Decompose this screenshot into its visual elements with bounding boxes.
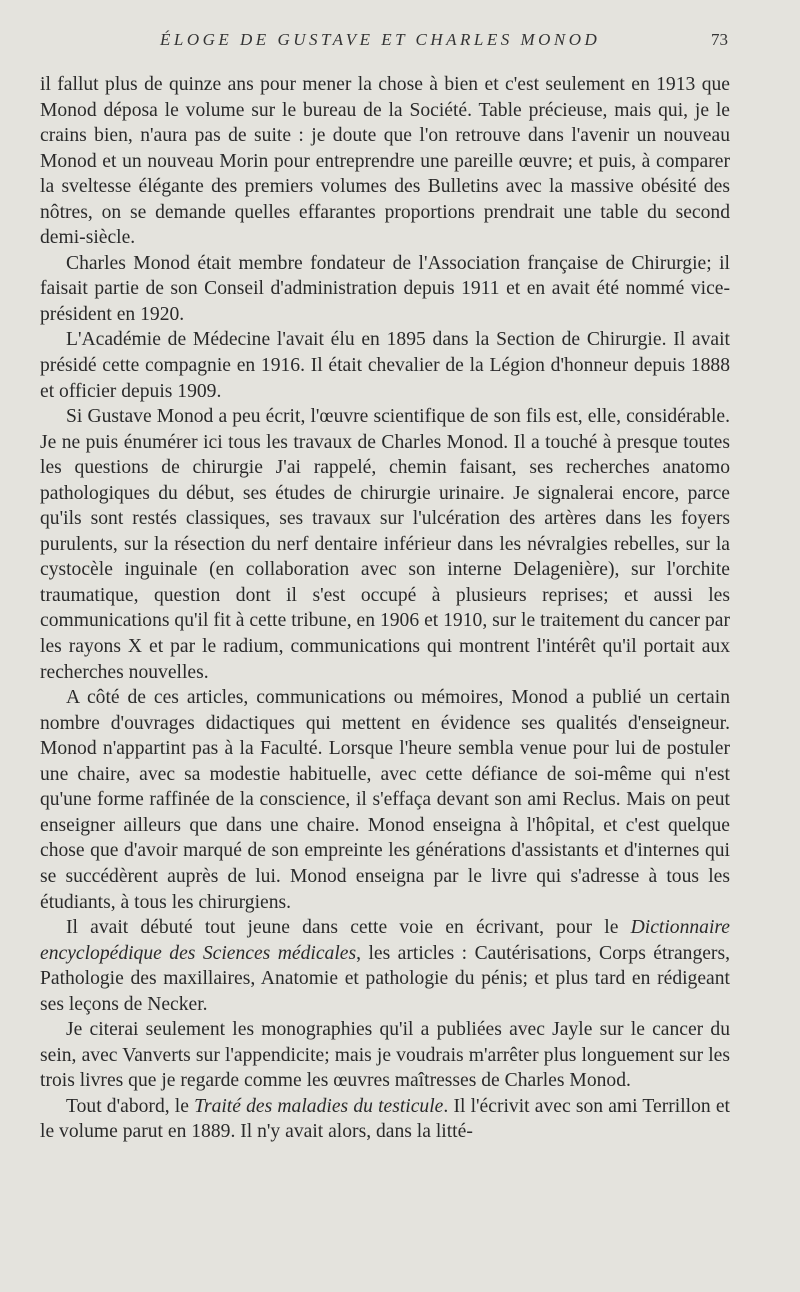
paragraph-3: L'Académie de Médecine l'avait élu en 1895 dans la Section de Chirurgie. Il avait présidé cette compagnie en 1916. Il était chevalier de la Légion d'honneur depuis 1888 et officier depuis 1909. [40,329,730,402]
paragraph-6-text-b: , les articles : Cautérisations, Corps étrangers, Pathologie des maxillaires, Anatomie et pathologie du pénis; et plus tard en rédigeant ses leçons de Necker. [40,942,730,1015]
paragraph-8-text-a: Tout d'abord, le [66,1095,195,1117]
paragraph-2: Charles Monod était membre fondateur de l'Association française de Chirurgie; il faisait partie de son Conseil d'administration depuis 1911 et en avait été nommé vice-président en 1920. [40,252,730,325]
paragraph-4: Si Gustave Monod a peu écrit, l'œuvre scientifique de son fils est, elle, considérable. Je ne puis énumérer ici tous les travaux de Charles Monod. Il a touché à presque toutes les questions de chirurgie J'ai rappelé, chemin faisant, ses recherches anatomo pathologiques du début, ses études de chirurgie urinaire. Je signalerai encore, parce qu'ils sont restés classiques, ses travaux sur l'ulcération des artères dans les foyers purulents, sur la résection du nerf dentaire inférieur dans les névralgies rebelles, sur la cystocèle inguinale (en collaboration avec son interne Delagenière), sur l'orchite traumatique, question dont il s'est occupé à plusieurs reprises; et aussi les communications qu'il fit à cette tribune, en 1906 et 1910, sur le traitement du cancer par les rayons X et par le radium, communications qui montrent l'intérêt qu'il portait aux recherches nouvelles. [40,406,730,683]
paragraph-6 [40,915,730,1017]
paragraph-7: Je citerai seulement les monographies qu'il a publiées avec Jayle sur le cancer du sein, avec Vanverts sur l'appendicite; mais je voudrais m'arrêter plus longuement sur les trois livres que je regarde comme les œuvres maîtresses de Charles Monod. [40,1019,730,1092]
treatise-title: Traité des maladies du testicule [194,1095,444,1117]
paragraph-8 [40,1094,730,1145]
paragraph-8-text-b: . Il l'écrivit avec son ami Terrillon et le volume parut en 1889. Il n'y avait alors, dans la litté- [40,1095,730,1143]
running-title: ÉLOGE DE GUSTAVE ET CHARLES MONOD [160,30,601,49]
running-head [0,30,800,54]
page-number: 73 [711,30,728,49]
paragraph-6-text-a: Il avait débuté tout jeune dans cette voie en écrivant, pour le [66,917,631,939]
dictionary-title: Dictionnaire encyclopédique des Sciences médicales [40,917,730,964]
paragraph-5: A côté de ces articles, communications ou mémoires, Monod a publié un certain nombre d'ouvrages didactiques qui mettent en évidence ses qualités d'enseigneur. Monod n'appartint pas à la Faculté. Lorsque l'heure sembla venue pour lui de postuler une chaire, avec sa modestie habituelle, avec cette défiance de soi-même qui n'est qu'une forme raffinée de la conscience, il s'effaça devant son ami Reclus. Mais on peut enseigner ailleurs que dans une chaire. Monod enseigna à l'hôpital, et c'est quelque chose que d'avoir marqué de son empreinte les générations d'assistants et d'internes qui se succédèrent auprès de lui. Monod enseigna par le livre qui s'adresse à tous les étudiants, à tous les chirurgiens. [40,687,730,913]
body-text [40,72,730,1145]
paragraph-1: il fallut plus de quinze ans pour mener la chose à bien et c'est seulement en 1913 que Monod déposa le volume sur le bureau de la Société. Table précieuse, mais qui, je le crains bien, n'aura pas de suite : je doute que l'on retrouve dans l'avenir un nouveau Monod et un nouveau Morin pour entreprendre une pareille œuvre; et puis, à comparer la sveltesse élégante des premiers volumes des Bulletins avec la massive obésité des nôtres, on se demande quelles effarantes proportions prendrait une table du second demi-siècle. [40,74,730,249]
